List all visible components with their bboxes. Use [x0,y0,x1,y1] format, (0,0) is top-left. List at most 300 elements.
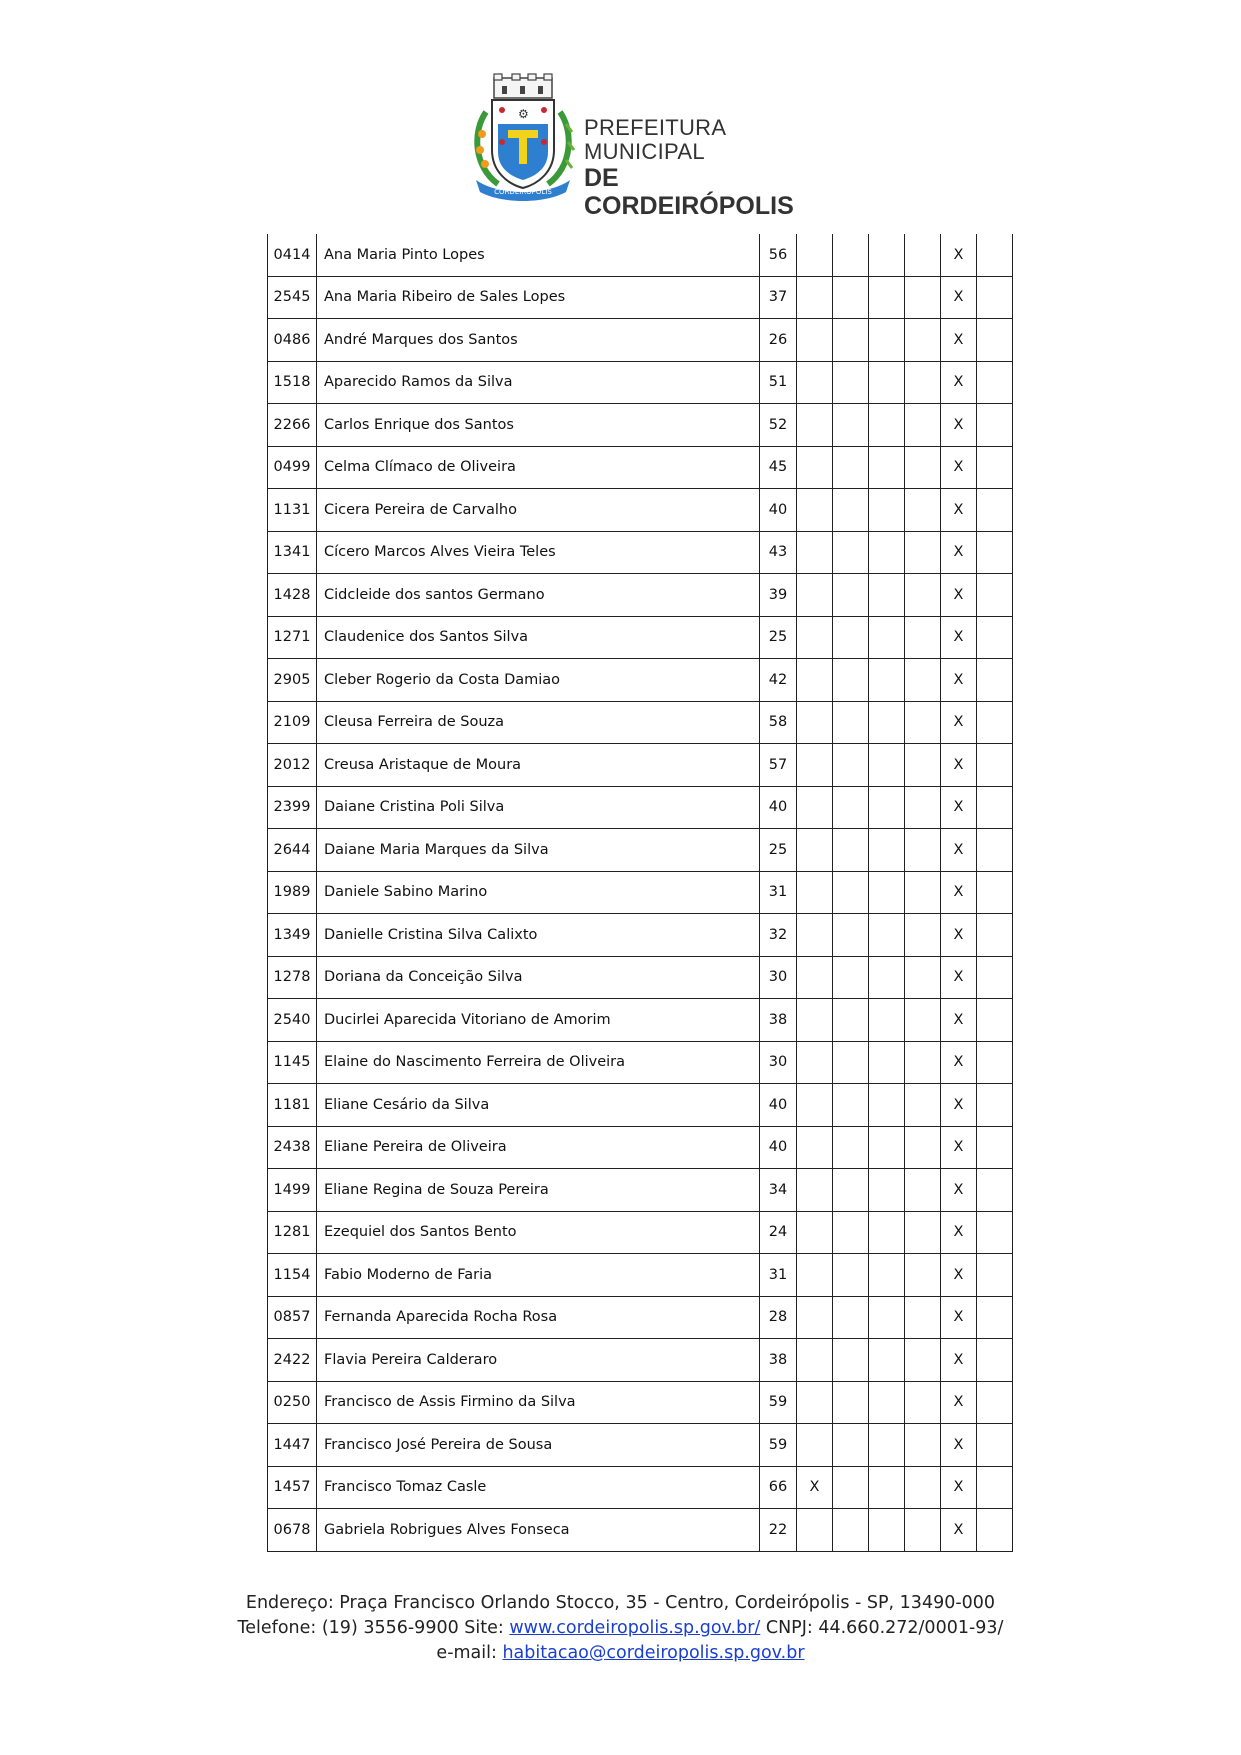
cell-name: Ezequiel dos Santos Bento [317,1211,760,1254]
cell-id: 2540 [268,999,317,1042]
cell-col5: X [941,1296,977,1339]
table-row [268,829,1013,872]
cell-id: 2399 [268,786,317,829]
footer-email-line [0,1641,1241,1666]
table-row [268,1339,1013,1382]
cell-col1 [797,914,833,957]
cell-col6 [977,786,1013,829]
cell-id: 1145 [268,1041,317,1084]
cell-col4 [905,956,941,999]
cell-col5: X [941,701,977,744]
cell-col1 [797,489,833,532]
cell-col2 [833,1424,869,1467]
cell-id: 1457 [268,1466,317,1509]
cell-col1 [797,276,833,319]
cell-name: Cleber Rogerio da Costa Damiao [317,659,760,702]
cell-col6 [977,1254,1013,1297]
cell-col6 [977,659,1013,702]
cell-col4 [905,276,941,319]
cell-col5: X [941,999,977,1042]
cell-col1 [797,871,833,914]
cell-id: 1278 [268,956,317,999]
cell-col5: X [941,871,977,914]
cell-col6 [977,999,1013,1042]
cell-name: Francisco de Assis Firmino da Silva [317,1381,760,1424]
cell-col1 [797,999,833,1042]
cell-col4 [905,1211,941,1254]
cell-col4 [905,701,941,744]
cell-col3 [869,616,905,659]
cell-id: 1447 [268,1424,317,1467]
cell-col4 [905,446,941,489]
cell-col2 [833,1254,869,1297]
cell-col3 [869,1296,905,1339]
table-row [268,1424,1013,1467]
cell-col1 [797,1424,833,1467]
cell-age: 51 [760,361,797,404]
cell-col1 [797,786,833,829]
cell-col1 [797,1381,833,1424]
cell-col2 [833,999,869,1042]
cell-col5: X [941,744,977,787]
cell-id: 1281 [268,1211,317,1254]
cell-age: 43 [760,531,797,574]
cell-col5: X [941,659,977,702]
cell-name: Danielle Cristina Silva Calixto [317,914,760,957]
cell-age: 38 [760,999,797,1042]
cell-col3 [869,1381,905,1424]
cell-col3 [869,1126,905,1169]
cell-col2 [833,1381,869,1424]
cell-col4 [905,1169,941,1212]
cell-name: Gabriela Robrigues Alves Fonseca [317,1509,760,1552]
cell-age: 52 [760,404,797,447]
cell-name: Cícero Marcos Alves Vieira Teles [317,531,760,574]
cell-col6 [977,701,1013,744]
cell-col4 [905,1381,941,1424]
cell-id: 0486 [268,319,317,362]
table-body [268,234,1013,1551]
org-name [584,116,828,220]
cell-col1 [797,1296,833,1339]
page-footer [0,1591,1241,1666]
cell-col6 [977,1084,1013,1127]
cell-col3 [869,446,905,489]
table-row [268,1169,1013,1212]
cell-col5: X [941,1211,977,1254]
cell-col3 [869,956,905,999]
cell-col2 [833,786,869,829]
cell-id: 0857 [268,1296,317,1339]
table-row [268,276,1013,319]
cell-col6 [977,616,1013,659]
crest-ribbon-text: CORDEIRÓPOLIS [494,188,552,196]
cell-col2 [833,1466,869,1509]
cell-age: 38 [760,1339,797,1382]
cell-col6 [977,574,1013,617]
cell-col4 [905,1424,941,1467]
cell-col3 [869,701,905,744]
footer-email-link[interactable]: habitacao@cordeiropolis.sp.gov.br [502,1643,805,1663]
table-row [268,1254,1013,1297]
cell-col1 [797,1339,833,1382]
cell-col2 [833,319,869,362]
cell-col4 [905,319,941,362]
table-row [268,574,1013,617]
cell-col1 [797,404,833,447]
cell-id: 2012 [268,744,317,787]
cell-col2 [833,1339,869,1382]
cell-col6 [977,1424,1013,1467]
footer-cnpj: CNPJ: 44.660.272/0001-93/ [760,1618,1004,1638]
cell-col5: X [941,1381,977,1424]
cell-col5: X [941,446,977,489]
cell-name: Creusa Aristaque de Moura [317,744,760,787]
cell-col3 [869,276,905,319]
cell-col1 [797,659,833,702]
cell-name: Carlos Enrique dos Santos [317,404,760,447]
cell-col2 [833,404,869,447]
cell-col3 [869,999,905,1042]
cell-col3 [869,531,905,574]
cell-name: Ana Maria Ribeiro de Sales Lopes [317,276,760,319]
cell-col3 [869,1424,905,1467]
cell-col5: X [941,574,977,617]
cell-col1 [797,234,833,276]
table-row [268,1041,1013,1084]
cell-col5: X [941,1084,977,1127]
cell-col6 [977,871,1013,914]
cell-col6 [977,1126,1013,1169]
cell-col5: X [941,404,977,447]
cell-id: 2109 [268,701,317,744]
cell-col2 [833,744,869,787]
page-header [468,72,828,220]
footer-address: Endereço: Praça Francisco Orlando Stocco, 35 - Centro, Cordeirópolis - SP, 13490-000 [245,1593,996,1613]
table-row [268,531,1013,574]
beneficiary-table [267,234,1013,1552]
cell-col1 [797,701,833,744]
table-row [268,1509,1013,1552]
cell-col4 [905,489,941,532]
cell-col5: X [941,276,977,319]
cell-col6 [977,1041,1013,1084]
cell-name: Aparecido Ramos da Silva [317,361,760,404]
cell-id: 2266 [268,404,317,447]
cell-col6 [977,319,1013,362]
cell-col4 [905,531,941,574]
cell-name: Daniele Sabino Marino [317,871,760,914]
cell-col5: X [941,1126,977,1169]
cell-col3 [869,786,905,829]
cell-age: 42 [760,659,797,702]
cell-col2 [833,276,869,319]
cell-col5: X [941,489,977,532]
cell-col1 [797,1126,833,1169]
cell-id: 2545 [268,276,317,319]
cell-col2 [833,1126,869,1169]
cell-col6 [977,446,1013,489]
cell-col2 [833,616,869,659]
cell-col1 [797,446,833,489]
municipal-crest-icon [468,72,578,204]
cell-col2 [833,1296,869,1339]
table-row [268,744,1013,787]
cell-age: 56 [760,234,797,276]
cell-col5: X [941,914,977,957]
cell-name: Eliane Regina de Souza Pereira [317,1169,760,1212]
cell-col2 [833,531,869,574]
cell-id: 0414 [268,234,317,276]
cell-id: 1518 [268,361,317,404]
cell-col3 [869,234,905,276]
cell-col3 [869,871,905,914]
cell-col6 [977,276,1013,319]
cell-col6 [977,404,1013,447]
cell-col1 [797,319,833,362]
cell-age: 66 [760,1466,797,1509]
cell-id: 0250 [268,1381,317,1424]
cell-id: 1271 [268,616,317,659]
cell-col6 [977,489,1013,532]
beneficiary-table-wrap [267,234,1013,1552]
cell-id: 1989 [268,871,317,914]
cell-id: 2438 [268,1126,317,1169]
cell-col5: X [941,1169,977,1212]
cell-col2 [833,1509,869,1552]
cell-col4 [905,361,941,404]
cell-col5: X [941,786,977,829]
cell-col4 [905,1084,941,1127]
cell-col6 [977,744,1013,787]
cell-age: 30 [760,956,797,999]
cell-col6 [977,829,1013,872]
cell-col5: X [941,319,977,362]
cell-col1: X [797,1466,833,1509]
cell-id: 1349 [268,914,317,957]
cell-col2 [833,829,869,872]
cell-col2 [833,1084,869,1127]
table-row [268,616,1013,659]
cell-col2 [833,489,869,532]
cell-col3 [869,914,905,957]
cell-col6 [977,956,1013,999]
cell-name: Cicera Pereira de Carvalho [317,489,760,532]
cell-age: 40 [760,1126,797,1169]
cell-age: 57 [760,744,797,787]
cell-col4 [905,1339,941,1382]
table-row [268,1296,1013,1339]
cell-age: 58 [760,701,797,744]
cell-age: 25 [760,829,797,872]
cell-col2 [833,701,869,744]
cell-col2 [833,1211,869,1254]
cell-id: 1154 [268,1254,317,1297]
cell-col3 [869,1084,905,1127]
table-row [268,1126,1013,1169]
cell-col3 [869,829,905,872]
cell-name: Elaine do Nascimento Ferreira de Oliveira [317,1041,760,1084]
cell-id: 1131 [268,489,317,532]
cell-col6 [977,361,1013,404]
svg-text:⚙: ⚙ [518,107,529,121]
cell-col2 [833,361,869,404]
cell-col3 [869,319,905,362]
cell-col2 [833,914,869,957]
cell-name: Cleusa Ferreira de Souza [317,701,760,744]
table-row [268,956,1013,999]
cell-col6 [977,1466,1013,1509]
cell-col6 [977,1509,1013,1552]
cell-col5: X [941,1254,977,1297]
cell-col1 [797,616,833,659]
cell-col4 [905,1041,941,1084]
cell-id: 0678 [268,1509,317,1552]
cell-col2 [833,1041,869,1084]
cell-col4 [905,786,941,829]
cell-col5: X [941,1509,977,1552]
cell-age: 37 [760,276,797,319]
cell-col1 [797,1041,833,1084]
cell-col4 [905,744,941,787]
cell-name: Eliane Pereira de Oliveira [317,1126,760,1169]
cell-col1 [797,531,833,574]
cell-col6 [977,531,1013,574]
cell-col3 [869,1509,905,1552]
cell-col4 [905,616,941,659]
table-row [268,234,1013,276]
table-row [268,999,1013,1042]
cell-id: 2644 [268,829,317,872]
cell-col6 [977,914,1013,957]
cell-age: 40 [760,489,797,532]
footer-phone: Telefone: (19) 3556-9900 Site: [237,1618,510,1638]
table-row [268,659,1013,702]
cell-name: Cidcleide dos santos Germano [317,574,760,617]
cell-col4 [905,1254,941,1297]
cell-id: 1341 [268,531,317,574]
cell-col2 [833,1169,869,1212]
cell-col4 [905,1466,941,1509]
cell-col5: X [941,956,977,999]
cell-col4 [905,829,941,872]
cell-id: 1499 [268,1169,317,1212]
footer-site-link[interactable]: www.cordeiropolis.sp.gov.br/ [509,1618,761,1638]
table-row [268,1466,1013,1509]
cell-col2 [833,234,869,276]
org-name-line2: DE CORDEIRÓPOLIS [584,164,794,220]
cell-col4 [905,871,941,914]
cell-name: Ducirlei Aparecida Vitoriano de Amorim [317,999,760,1042]
table-row [268,1211,1013,1254]
table-row [268,871,1013,914]
cell-col3 [869,574,905,617]
cell-col5: X [941,1041,977,1084]
cell-col6 [977,1296,1013,1339]
cell-name: Eliane Cesário da Silva [317,1084,760,1127]
cell-col6 [977,1169,1013,1212]
cell-name: Claudenice dos Santos Silva [317,616,760,659]
cell-col5: X [941,616,977,659]
cell-col4 [905,999,941,1042]
cell-id: 1181 [268,1084,317,1127]
cell-col3 [869,1211,905,1254]
cell-col1 [797,574,833,617]
cell-age: 24 [760,1211,797,1254]
cell-col3 [869,1169,905,1212]
cell-age: 34 [760,1169,797,1212]
cell-col5: X [941,1339,977,1382]
cell-age: 22 [760,1509,797,1552]
cell-age: 32 [760,914,797,957]
cell-col5: X [941,234,977,276]
cell-col1 [797,1509,833,1552]
table-row [268,1381,1013,1424]
cell-col4 [905,1296,941,1339]
table-row [268,1084,1013,1127]
cell-name: Daiane Cristina Poli Silva [317,786,760,829]
cell-age: 40 [760,1084,797,1127]
cell-col1 [797,1254,833,1297]
cell-col1 [797,744,833,787]
cell-col1 [797,1084,833,1127]
cell-col3 [869,1254,905,1297]
cell-col3 [869,404,905,447]
cell-age: 59 [760,1381,797,1424]
footer-email-label: e-mail: [436,1643,503,1663]
cell-name: Francisco Tomaz Casle [317,1466,760,1509]
cell-col3 [869,744,905,787]
cell-age: 28 [760,1296,797,1339]
cell-col4 [905,1509,941,1552]
cell-age: 26 [760,319,797,362]
cell-col4 [905,1126,941,1169]
cell-col3 [869,361,905,404]
table-row [268,701,1013,744]
cell-name: Francisco José Pereira de Sousa [317,1424,760,1467]
cell-col6 [977,234,1013,276]
cell-col2 [833,956,869,999]
cell-id: 2422 [268,1339,317,1382]
cell-col5: X [941,1466,977,1509]
cell-name: Daiane Maria Marques da Silva [317,829,760,872]
cell-name: Doriana da Conceição Silva [317,956,760,999]
table-row [268,786,1013,829]
cell-col5: X [941,829,977,872]
cell-col4 [905,574,941,617]
cell-col3 [869,489,905,532]
cell-name: Celma Clímaco de Oliveira [317,446,760,489]
cell-col3 [869,659,905,702]
cell-name: André Marques dos Santos [317,319,760,362]
cell-name: Fabio Moderno de Faria [317,1254,760,1297]
cell-age: 39 [760,574,797,617]
table-row [268,914,1013,957]
cell-col1 [797,1211,833,1254]
cell-col6 [977,1211,1013,1254]
cell-col1 [797,361,833,404]
cell-id: 2905 [268,659,317,702]
cell-col3 [869,1339,905,1382]
footer-contact-line [0,1616,1241,1641]
cell-col2 [833,574,869,617]
cell-col2 [833,659,869,702]
org-name-line1: PREFEITURA MUNICIPAL [584,115,726,164]
cell-name: Fernanda Aparecida Rocha Rosa [317,1296,760,1339]
cell-name: Ana Maria Pinto Lopes [317,234,760,276]
cell-col3 [869,1466,905,1509]
cell-col5: X [941,531,977,574]
